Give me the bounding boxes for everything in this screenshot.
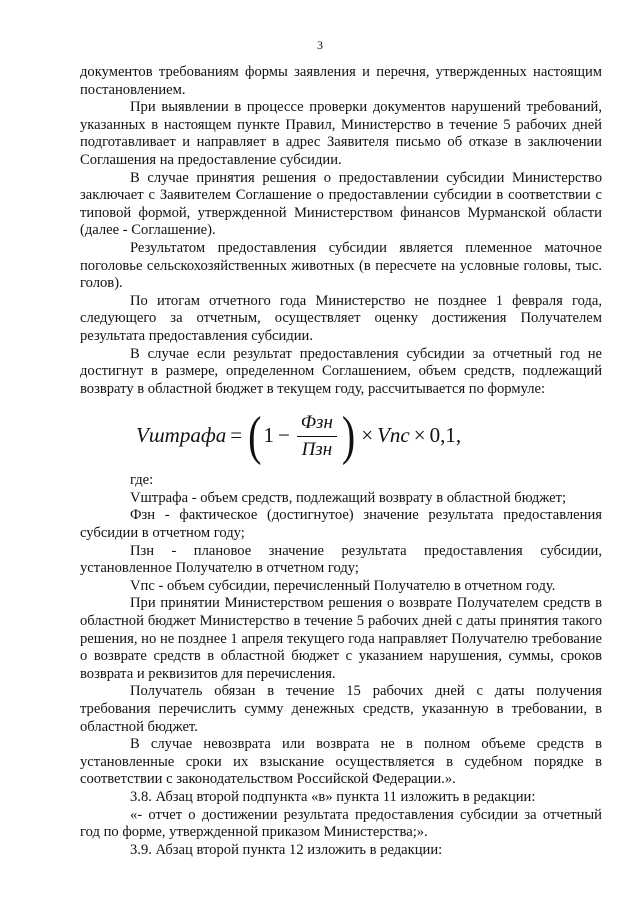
paragraph-obliged: Получатель обязан в течение 15 рабочих дней с даты получения требования перечислить сумму денежных средств, указанную в требовании, в областной бюджет.: [80, 683, 602, 735]
formula-equals: =: [230, 423, 243, 448]
paragraph-result: Результатом предоставления субсидии является племенное маточное поголовье сельскохозяйственных животных (в пересчете на условные головы, тыс. голов).: [80, 239, 602, 292]
paragraph-assessment: По итогам отчетного года Министерство не позднее 1 февраля года, следующего за отчетным, осуществляет оценку достижения Получателем результата предоставления субсидии.: [80, 292, 602, 344]
formula-times-1: ×: [361, 423, 374, 448]
formula-minus: −: [277, 423, 290, 448]
page-number: 3: [317, 38, 323, 52]
definition-vps: Vпс - объем субсидии, перечисленный Получателю в отчетном году.: [130, 577, 556, 594]
paragraph-intro: документов требованиям формы заявления и перечня, утвержденных настоящим постановлением.: [80, 64, 602, 98]
formula-right-paren: ): [341, 405, 356, 466]
definition-pzn: Пзн - плановое значение результата предоставления субсидии, установленное Получателю в отчетном году;: [80, 542, 602, 577]
document-body: [80, 64, 602, 859]
formula-coefficient: 0,1,: [429, 423, 462, 448]
formula-left-paren: (: [248, 405, 262, 466]
penalty-formula: [80, 406, 602, 466]
definition-vfine: Vштрафа - объем средств, подлежащий возврату в областной бюджет;: [130, 489, 567, 506]
formula-numerator: Фзн: [297, 413, 337, 437]
paragraph-violations: При выявлении в процессе проверки документов нарушений требований, указанных в настоящем пункте Правил, Министерство в течение 5 рабочих дней подготавливает и направляет в адрес Заявителя письмо об отказе в заключении Соглашения на предоставление субсидии.: [80, 99, 602, 168]
paragraph-return-decision: При принятии Министерством решения о возврате Получателем средств в областной бюджет Министерство в течение 5 рабочих дней с даты принятия такого решения, но не позднее 1 апреля текущего года направляет Получателю требование о возврате средств в областной бюджет с указанием нарушения, суммы, сроков возврата и реквизитов для перечисления.: [80, 595, 602, 682]
formula-fraction: [297, 413, 337, 460]
paragraph-3-9: 3.9. Абзац второй пункта 12 изложить в редакции:: [130, 841, 443, 858]
paragraph-nonreturn: В случае невозврата или возврата не в полном объеме средств в установленные сроки их взыскание осуществляется в судебном порядке в соответствии с законодательством Российской Федерации.».: [80, 736, 602, 788]
formula-vps: Vпс: [377, 423, 410, 448]
formula-denominator: Пзн: [301, 438, 333, 460]
definition-fzn: Фзн - фактическое (достигнутое) значение результата предоставления субсидии в отчетном году;: [80, 507, 602, 542]
where-label: где:: [130, 472, 154, 489]
formula-lhs: Vштрафа: [136, 423, 227, 448]
paragraph-3-8-quote: «- отчет о достижении результата предоставления субсидии за отчетный год по форме, утвержденной приказом Министерства;».: [80, 806, 602, 841]
formula-times-2: ×: [413, 423, 426, 448]
paragraph-decision: В случае принятия решения о предоставлении субсидии Министерство заключает с Заявителем Соглашение о предоставлении субсидии в соответствии с типовой формой, утвержденной Министерством финансов Мурманской области (далее - Соглашение).: [80, 169, 602, 239]
formula-one: 1: [263, 423, 274, 448]
paragraph-3-8: 3.8. Абзац второй подпункта «в» пункта 11 изложить в редакции:: [130, 788, 536, 805]
paragraph-formula-intro: В случае если результат предоставления субсидии за отчетный год не достигнут в размере, определенном Соглашением, объем средств, подлежащий возврату в областной бюджет в текущем году, рассчитывается по формуле:: [80, 345, 602, 397]
